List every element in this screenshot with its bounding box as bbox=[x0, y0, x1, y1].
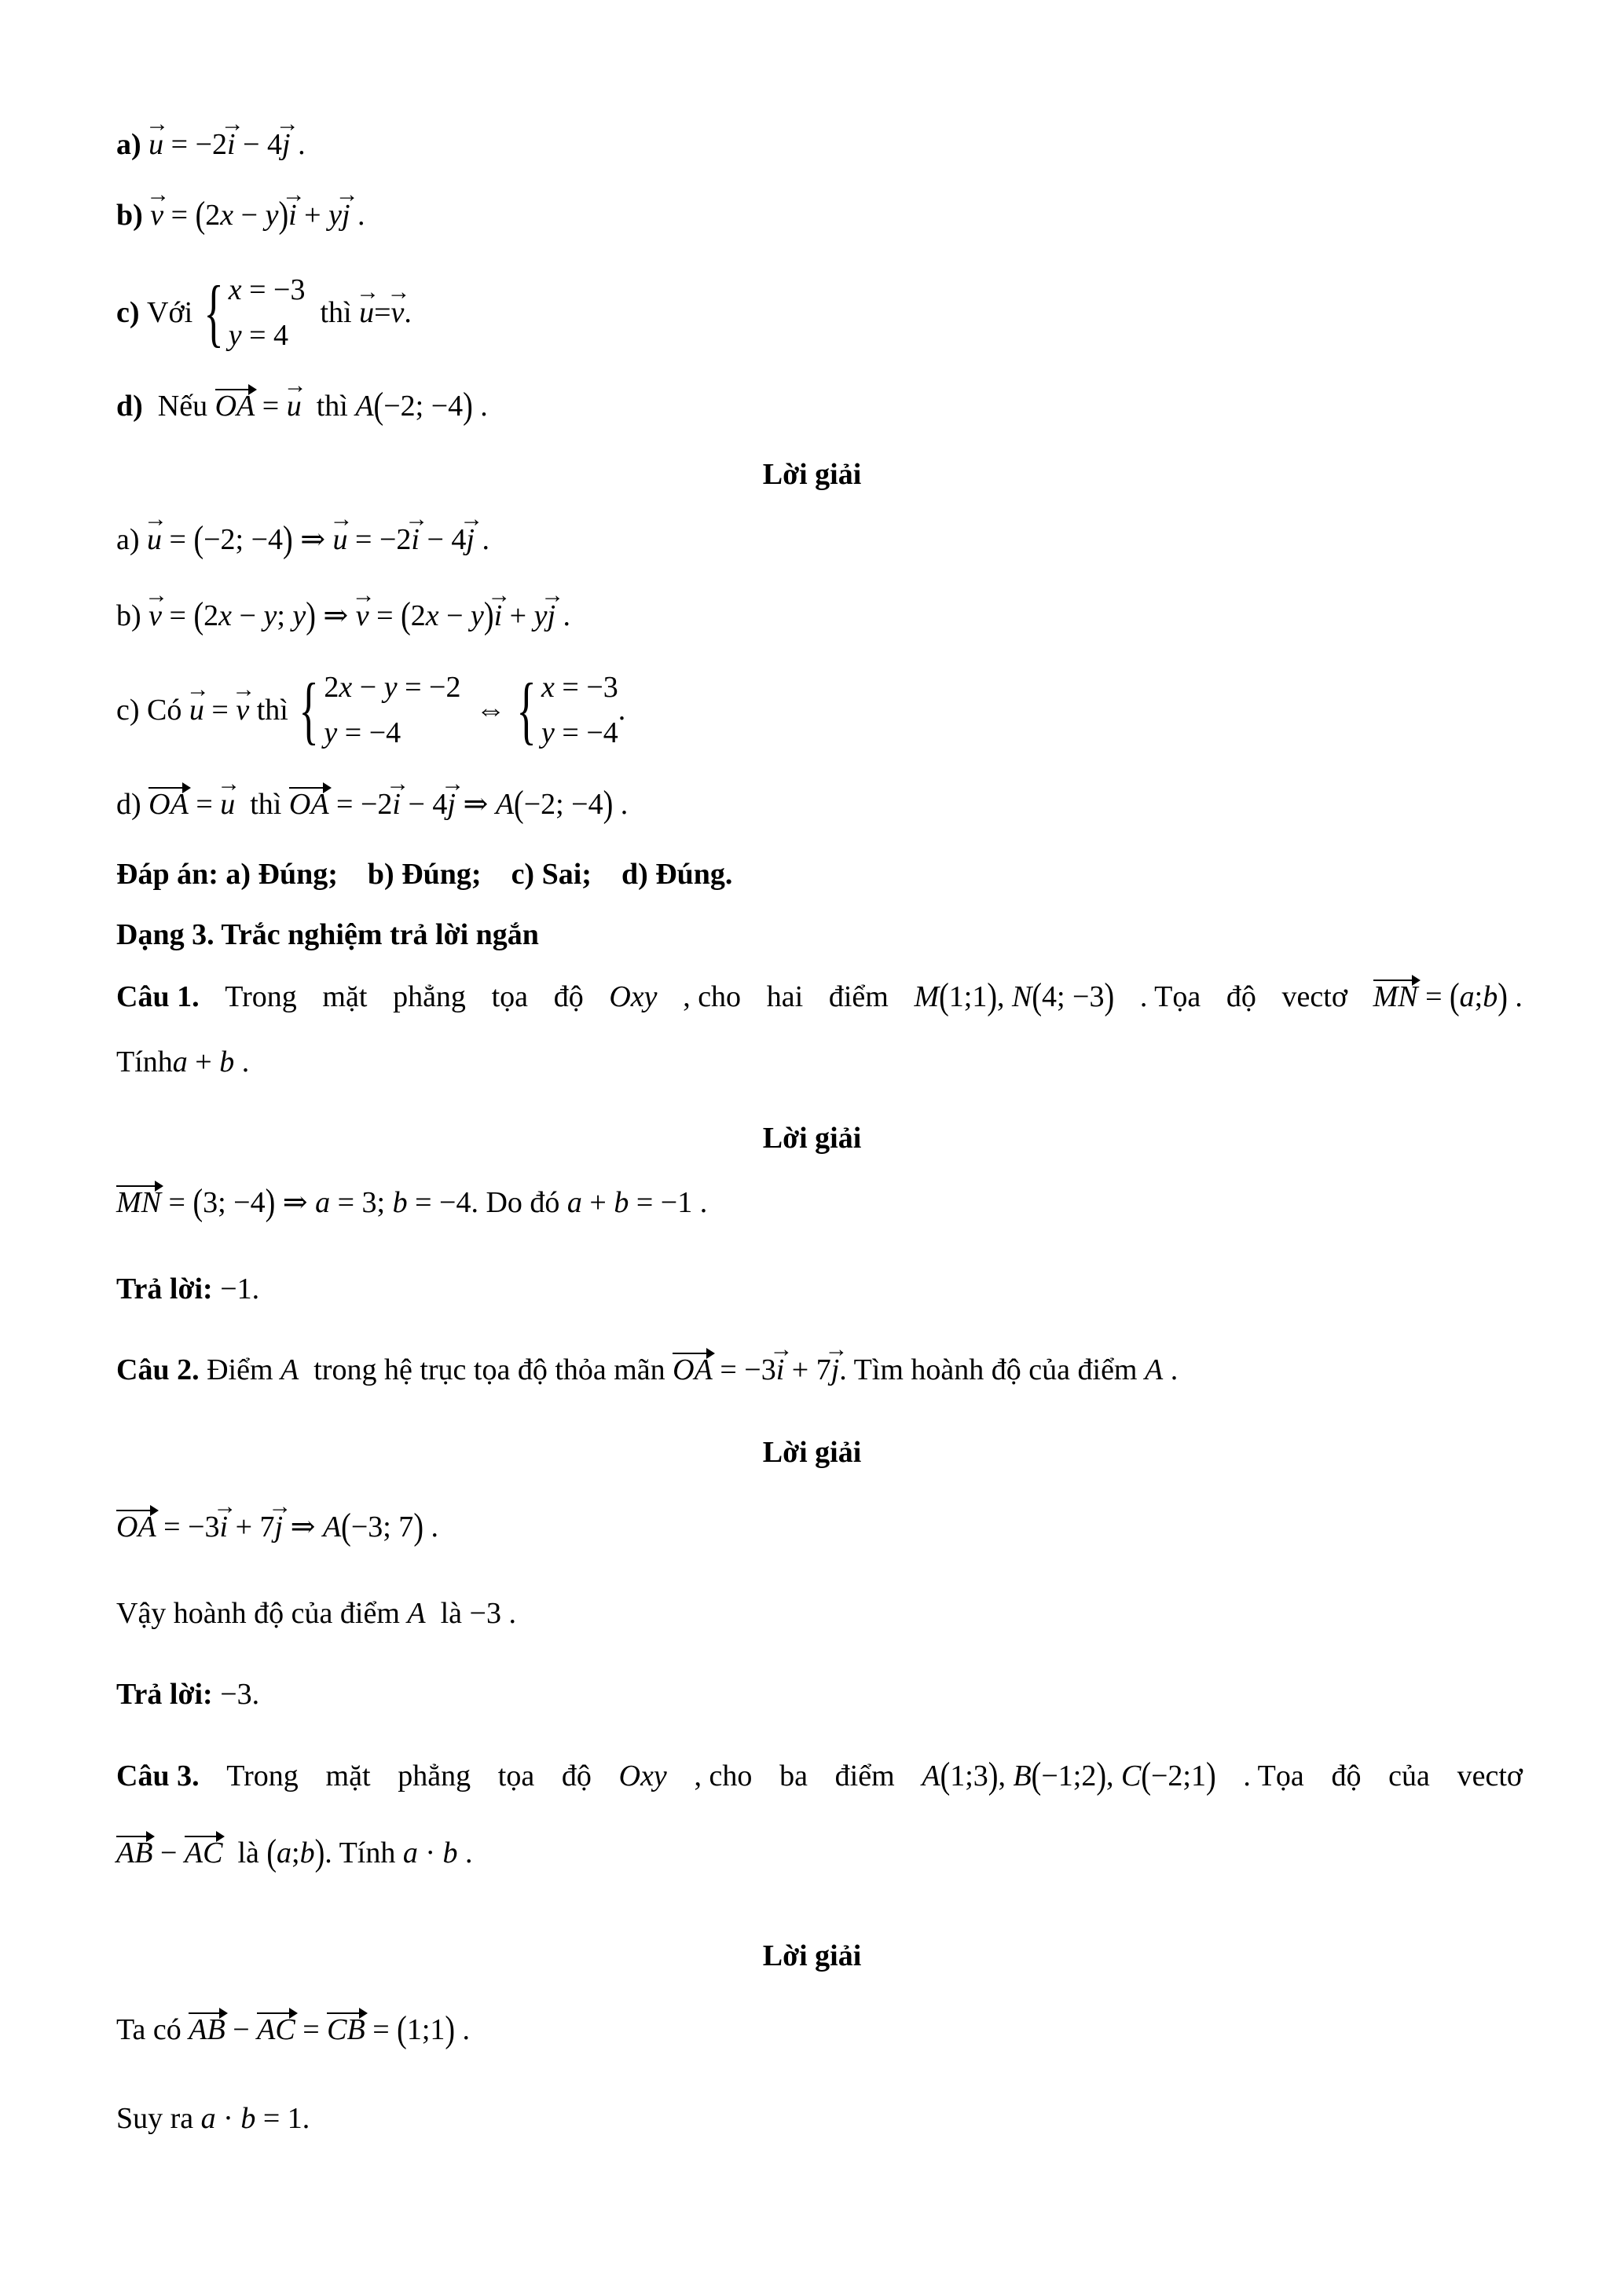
q2-text2: trong hệ trục tọa độ thỏa mãn bbox=[313, 1353, 665, 1386]
q3-tinh: . Tính bbox=[324, 1836, 396, 1869]
answer-label: Đáp án: bbox=[116, 858, 218, 891]
q3-word: độ bbox=[561, 1760, 592, 1792]
q2-answer bbox=[116, 1675, 1523, 1713]
q3-word: . Tọa bbox=[1243, 1760, 1304, 1792]
q1-label: Câu 1. bbox=[116, 980, 200, 1013]
statement-d: d) Nếu OA = → u thì A(−2; −4) . bbox=[116, 387, 1523, 425]
statement-a: a) → u = −2→ i − 4→ j . bbox=[116, 126, 1523, 163]
q3-solution1: Ta có AB − AC = CB = (1;1) . bbox=[116, 2009, 471, 2051]
q1-line2: Tínha + b . bbox=[116, 1045, 250, 1078]
solution1-c-then: thì bbox=[256, 694, 288, 727]
section-title: Dạng 3. Trắc nghiệm trả lời ngắn bbox=[116, 918, 539, 951]
q2-conclusion: Vậy hoành độ của điểm A là −3 . bbox=[116, 1597, 516, 1630]
q1-solution: MN = (3; −4) ⇒ a = 3; b = −4. Do đó a + b = −1 . bbox=[116, 1181, 708, 1224]
solution1-a: a) → u = (−2; −4) ⇒ → u = −2→ i − 4→ j . bbox=[116, 521, 1523, 558]
solution1-d-label: d) bbox=[116, 788, 141, 821]
q1-tinh: Tính bbox=[116, 1045, 173, 1078]
answer-b: b) Đúng; bbox=[367, 858, 482, 891]
solution1-b: b) → v = (2x − y; y) ⇒ → v = (2x − y)→ i + y→ j . bbox=[116, 597, 1523, 635]
q1-word: phẳng bbox=[393, 980, 466, 1013]
q1-answer-label: Trả lời: bbox=[116, 1273, 213, 1305]
q3-sol2: Suy ra bbox=[116, 2102, 194, 2135]
statement-b-label: b) bbox=[116, 199, 143, 232]
q2-conclusion1: Vậy hoành độ của điểm bbox=[116, 1597, 400, 1630]
q1-word: độ bbox=[1226, 980, 1256, 1013]
statement-a-label: a) bbox=[116, 128, 141, 161]
solution1-d-then: thì bbox=[250, 788, 282, 821]
q1-word: Trong bbox=[225, 980, 297, 1013]
q2-text1: Điểm bbox=[207, 1353, 273, 1386]
q2-solution-heading: Lời giải bbox=[762, 1436, 862, 1469]
answer-d: d) Đúng. bbox=[621, 858, 733, 891]
q3-word: Trong bbox=[226, 1760, 299, 1792]
statement-d-if: Nếu bbox=[157, 390, 208, 423]
q3-la: là bbox=[237, 1836, 259, 1869]
q3-word: phẳng bbox=[398, 1760, 471, 1792]
q3-word: độ bbox=[1331, 1760, 1362, 1792]
q1-sol-mid: . Do đó bbox=[471, 1186, 560, 1219]
q2-label: Câu 2. bbox=[116, 1353, 200, 1386]
q3-word: ba bbox=[779, 1760, 808, 1792]
statement-b: b) → v = (2x − y)→ i + y→ j . bbox=[116, 196, 1523, 234]
statement-c: c) Với { x = −3 y = 4 thì → u = → v . bbox=[116, 265, 1523, 360]
q2-text3: . Tìm hoành độ của điểm bbox=[839, 1353, 1138, 1386]
q1-answer-value: −1. bbox=[220, 1273, 260, 1305]
system-solution: { x = −3 y = −4 bbox=[516, 668, 618, 752]
solution1-answer bbox=[116, 855, 1523, 893]
q2-line1: Câu 2. Điểm A trong hệ trục tọa độ thỏa mãn OA = −3→ i + 7→ j. Tìm hoành độ của điểm A . bbox=[116, 1351, 1523, 1389]
statement-c-label: c) bbox=[116, 296, 140, 329]
q3-line2: AB − AC là (a;b). Tính a · b . bbox=[116, 1832, 473, 1874]
solution1-b-label: b) bbox=[116, 599, 141, 632]
q1-word: mặt bbox=[322, 980, 368, 1013]
statement-d-label: d) bbox=[116, 390, 143, 423]
q3-solution2: Suy ra a · b = 1. bbox=[116, 2102, 310, 2135]
q3-line1: Câu 3. Trong mặt phẳng tọa độ Oxy , cho ba điểm A(1;3), B(−1;2), C(−2;1) . Tọa độ của vectơ bbox=[116, 1755, 1523, 1797]
statement-c-then: thì bbox=[320, 296, 352, 329]
q1-word: vectơ bbox=[1281, 980, 1347, 1013]
answer-c: c) Sai; bbox=[511, 858, 592, 891]
q1-word: tọa bbox=[491, 980, 529, 1013]
q1-word: điểm bbox=[828, 980, 889, 1013]
q3-word: vectơ bbox=[1457, 1760, 1523, 1792]
q2-solution: OA = −3→ i + 7→ j ⇒ A(−3; 7) . bbox=[116, 1508, 1523, 1546]
q3-sol1: Ta có bbox=[116, 2013, 181, 2046]
system-xy: { x = −3 y = 4 bbox=[203, 270, 306, 354]
q1-answer bbox=[116, 1270, 1523, 1308]
q3-word: , cho bbox=[694, 1760, 753, 1792]
q1-word: độ bbox=[553, 980, 584, 1013]
q3-word: điểm bbox=[834, 1760, 895, 1792]
system-2x-y: { 2x − y = −2 y = −4 bbox=[299, 668, 461, 752]
solution1-heading: Lời giải bbox=[762, 458, 862, 491]
q2-answer-label: Trả lời: bbox=[116, 1678, 213, 1711]
solution1-d: d) OA = → u thì OA = −2→ i − 4→ j ⇒ A(−2; −4) . bbox=[116, 785, 1523, 823]
answer-a: a) Đúng; bbox=[225, 858, 338, 891]
q1-word: , cho bbox=[683, 980, 742, 1013]
solution1-c-label: c) Có bbox=[116, 694, 182, 727]
solution1-c: c) Có → u = → v thì { 2x − y = −2 y = −4 ⇔ { x = −3 y = −4 . bbox=[116, 662, 1523, 758]
q1-line1: Câu 1. Trong mặt phẳng tọa độ Oxy , cho hai điểm M(1;1), N(4; −3) . Tọa độ vectơ MN = (a;b) . bbox=[116, 976, 1523, 1018]
q3-word: tọa bbox=[497, 1760, 535, 1792]
q1-word: . Tọa bbox=[1139, 980, 1201, 1013]
q2-conclusion2: là bbox=[440, 1597, 463, 1630]
solution1-a-label: a) bbox=[116, 523, 140, 556]
q1-word: hai bbox=[766, 980, 804, 1013]
q1-solution-heading: Lời giải bbox=[762, 1122, 862, 1155]
q3-word: của bbox=[1388, 1760, 1430, 1792]
q3-label: Câu 3. bbox=[116, 1760, 200, 1792]
statement-d-then: thì bbox=[316, 390, 348, 423]
q3-solution-heading: Lời giải bbox=[762, 1939, 862, 1972]
q2-answer-value: −3. bbox=[220, 1678, 260, 1711]
statement-c-text: Với bbox=[147, 296, 193, 329]
q3-word: mặt bbox=[325, 1760, 371, 1792]
